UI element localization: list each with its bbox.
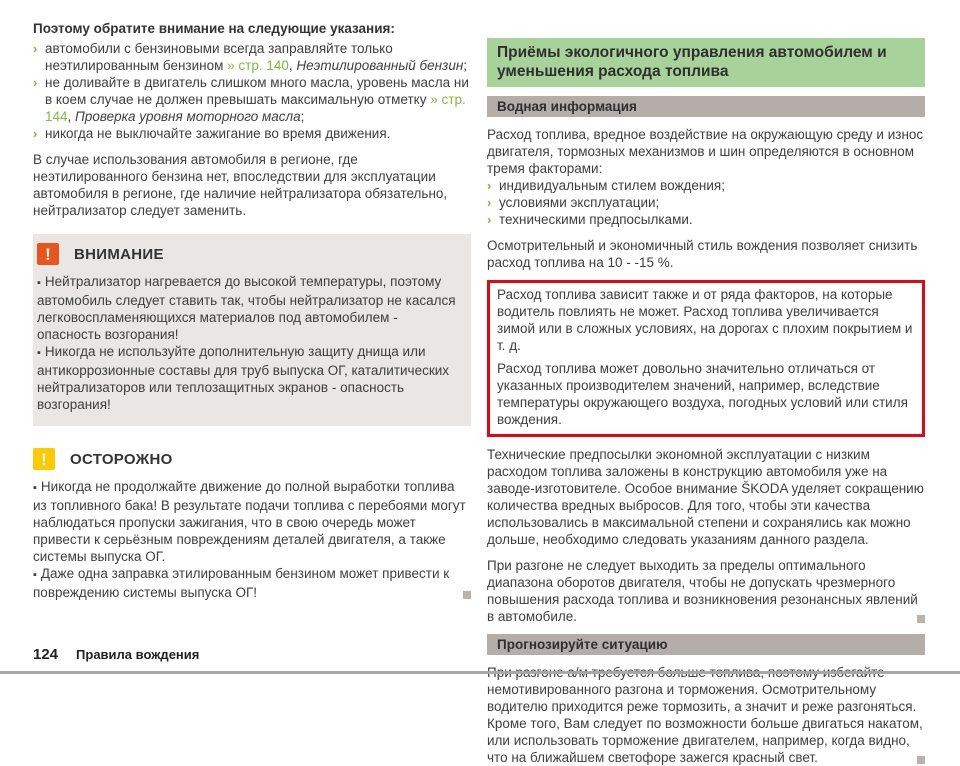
list-item-text: техническими предпосылками. <box>499 212 693 227</box>
page-ref-link: » стр. 144 <box>45 92 466 124</box>
warning-item <box>37 343 463 413</box>
list-item-text: не доливайте в двигатель слишком много масла, уровень масла ни в коем случае не должен превышать максимальную отметку <box>45 75 469 107</box>
body-paragraph <box>487 557 925 625</box>
warning-item <box>37 273 463 343</box>
highlighted-note-box <box>487 280 925 437</box>
cross-ref-title: Неэтилированный бензин <box>296 58 464 73</box>
square-bullet-icon: ▪ <box>33 569 37 581</box>
subsection-heading: Водная информация <box>487 96 925 117</box>
list-item-text: индивидуальным стилем вождения; <box>499 178 725 193</box>
body-paragraph <box>487 664 925 766</box>
body-paragraph: Осмотрительный и экономичный стиль вождения позволяет снизить расход топлива на 10 - -15 %. <box>487 238 918 270</box>
caution-item-text: Никогда не продолжайте движение до полной выработки топлива из топливного бака! В результате подачи топлива с перебоями могут наблюдаться пропуски зажигания, что в свою очередь может привести к серьёзным повреждениям деталей двигателя, а также системы выпуска ОГ. <box>33 479 466 564</box>
list-item-text: , <box>288 58 297 73</box>
chevron-bullet-icon: › <box>487 195 492 210</box>
chevron-bullet-icon: › <box>33 41 38 56</box>
warning-icon <box>37 243 59 265</box>
list-item-text: условиями эксплуатации; <box>499 195 660 210</box>
caution-icon <box>33 448 55 470</box>
section-heading: Приёмы экологичного управления автомобилем и уменьшения расхода топлива <box>487 38 925 87</box>
list-item <box>487 194 925 211</box>
factors-list <box>487 177 925 228</box>
body-paragraph: Технические предпосылки экономной эксплуатации с низким расходом топлива заложены в конструкцию автомобиля уже на заводе-изготовителе. Особое внимание ŠKODA уделяет сокращению количества вредных выбросов. Для того, чтобы эти качества использовались в максимальной степени и сохранялись как можно дольше, необходимо следовать указаниям данного раздела. <box>487 447 924 547</box>
page-ref-link: » стр. 140 <box>227 58 289 73</box>
caution-item-text: Даже одна заправка этилированным бензином может привести к повреждению системы выпуска ОГ! <box>33 566 450 600</box>
caution-box <box>33 446 471 601</box>
paragraph-text: При разгоне не следует выходить за пределы оптимального диапазона оборотов двигателя, чтобы не допускать чрезмерного повышения расхода топлива и возникновения резонансных явлений в автомобиле. <box>487 558 918 624</box>
caution-header <box>33 448 471 470</box>
page-footer <box>33 646 199 663</box>
warning-header <box>37 243 463 265</box>
left-column <box>33 20 471 601</box>
body-paragraph: Расход топлива, вредное воздействие на окружающую среду и износ двигателя, тормозных механизмов и шин определяются в основном тремя факторами: <box>487 127 924 176</box>
exclamation-glyph: ! <box>45 244 51 264</box>
square-bullet-icon: ▪ <box>33 482 37 494</box>
warning-title: ВНИМАНИЕ <box>74 245 164 263</box>
bottom-divider <box>0 671 960 674</box>
exclamation-glyph: ! <box>41 449 47 469</box>
list-item-text: ; <box>463 58 468 73</box>
right-column <box>487 38 925 766</box>
body-paragraph: В случае использования автомобиля в регионе, где неэтилированного бензина нет, впоследствии для эксплуатации автомобиля в регионе, где наличие нейтрализатора обязательно, нейтрализатор следует заменить. <box>33 152 448 218</box>
list-item <box>33 74 471 125</box>
caution-title: ОСТОРОЖНО <box>70 450 173 468</box>
list-item <box>487 177 925 194</box>
subsection-heading: Прогнозируйте ситуацию <box>487 634 925 655</box>
cross-ref-title: Проверка уровня моторного масла <box>75 109 301 124</box>
square-bullet-icon: ▪ <box>37 277 41 289</box>
caution-item <box>33 565 471 601</box>
section-end-marker <box>917 615 925 623</box>
chevron-bullet-icon: › <box>487 212 492 227</box>
highlight-paragraph: Расход топлива зависит также и от ряда факторов, на которые водитель повлиять не может. Расход топлива увеличивается зимой или в сложных условиях, на дорогах с плохим покрытием и т. д. <box>497 287 913 353</box>
guidelines-list <box>33 40 471 142</box>
square-bullet-icon: ▪ <box>37 347 41 359</box>
list-item <box>33 125 471 142</box>
warning-item-text: Нейтрализатор нагревается до высокой температуры, поэтому автомобиль следует ставить так, чтобы нейтрализатор не касался легковоспламеняющихся материалов под автомобилем - опасность возгорания! <box>37 274 456 342</box>
section-end-marker <box>917 756 925 764</box>
caution-item <box>33 478 471 565</box>
chevron-bullet-icon: › <box>33 126 38 141</box>
warning-item-text: Никогда не используйте дополнительную защиту днища или антикоррозионные составы для труб выпуска ОГ, каталитических нейтрализаторов или теплозащитных экранов - опасность возгорания! <box>37 344 450 412</box>
list-item-text: автомобили с бензиновыми всегда заправляйте только неэтилированным бензином <box>45 41 393 73</box>
list-item-text: ; <box>300 109 305 124</box>
list-item-text: никогда не выключайте зажигание во время движения. <box>45 126 391 141</box>
footer-section-title: Правила вождения <box>76 647 200 662</box>
paragraph-text: немотивированного разгона и торможения. Осмотрительному водителю приходится реже тормозить, а значит и реже разгоняться. Кроме того, Вам следует по возможности больше двигаться накатом, или использовать торможение двигателем, например, когда видно, что на ближайшем светофоре зажегся красный свет. <box>487 682 923 765</box>
list-item-text: , <box>67 109 76 124</box>
list-item <box>33 40 471 74</box>
highlight-paragraph: Расход топлива может довольно значительно отличаться от указанных производителем значений, например, вследствие температуры окружающего воздуха, погодных условий или стиля вождения. <box>497 361 908 427</box>
page-number: 124 <box>33 646 59 663</box>
chevron-bullet-icon: › <box>33 75 38 90</box>
chevron-bullet-icon: › <box>487 178 492 193</box>
intro-heading: Поэтому обратите внимание на следующие указания: <box>33 21 395 36</box>
warning-box <box>33 234 471 426</box>
section-end-marker <box>463 591 471 599</box>
list-item <box>487 211 925 228</box>
